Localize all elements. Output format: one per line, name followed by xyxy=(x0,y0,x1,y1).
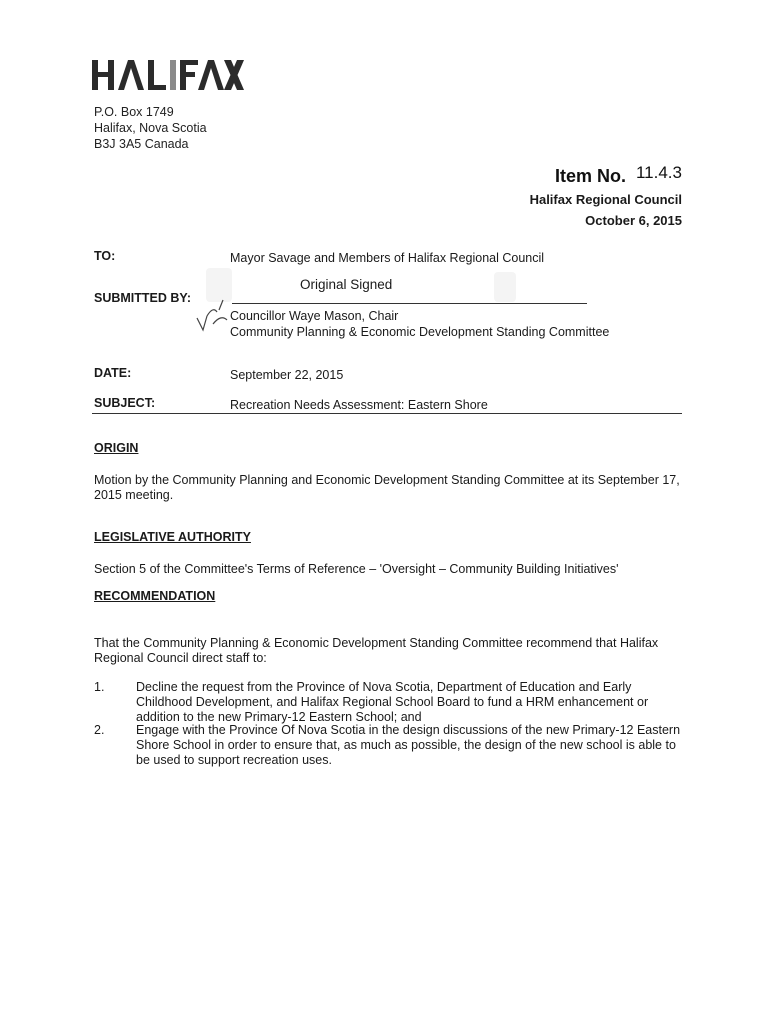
item-number-line xyxy=(530,163,682,187)
submitted-committee: Community Planning & Economic Development Standing Committee xyxy=(230,325,610,339)
submitted-by-label: SUBMITTED BY: xyxy=(94,291,191,305)
item-text: Decline the request from the Province of Nova Scotia, Department of Education and Early Childhood Development, and Halifax Regional School Board to fund a HRM enhancement or addition to the new Primary-12 Eastern School; and xyxy=(136,680,649,724)
address-line: P.O. Box 1749 xyxy=(94,105,174,119)
address-line: Halifax, Nova Scotia xyxy=(94,121,207,135)
scan-smudge xyxy=(494,272,516,302)
signature-line xyxy=(232,303,587,304)
item-block xyxy=(529,163,682,229)
meeting-date: October 6, 2015 xyxy=(585,213,682,228)
submitted-name: Councillor Waye Mason, Chair xyxy=(230,309,399,323)
item-index: 1. xyxy=(94,680,105,694)
header-divider xyxy=(92,413,682,414)
authority-text: Section 5 of the Committee's Terms of Reference – 'Oversight – Community Building Initiatives' xyxy=(94,562,619,576)
subject-value: Recreation Needs Assessment: Eastern Shore xyxy=(230,398,488,412)
halifax-logo xyxy=(92,58,244,94)
item-label: Item No. xyxy=(554,166,626,186)
to-value: Mayor Savage and Members of Halifax Regional Council xyxy=(230,251,545,265)
council-name: Halifax Regional Council xyxy=(529,192,682,207)
authority-heading: LEGISLATIVE AUTHORITY xyxy=(94,530,251,544)
origin-text: Motion by the Community Planning and Economic Development Standing Committee at its September 17, 2015 meeting. xyxy=(94,473,680,502)
to-label: TO: xyxy=(94,249,116,263)
origin-heading: ORIGIN xyxy=(94,441,139,455)
recommendation-heading: RECOMMENDATION xyxy=(94,589,216,603)
item-number: 11.4.3 xyxy=(635,163,682,182)
item-index: 2. xyxy=(94,723,105,737)
address-line: B3J 3A5 Canada xyxy=(94,137,189,151)
recommendation-intro: That the Community Planning & Economic Development Standing Committee recommend that Halifax Regional Council direct staff to: xyxy=(94,636,659,665)
subject-label: SUBJECT: xyxy=(94,396,156,410)
address-block xyxy=(94,104,207,152)
date-label: DATE: xyxy=(94,366,132,380)
item-text: Engage with the Province Of Nova Scotia in the design discussions of the new Primary-12 Eastern Shore School in order to ensure that, as much as possible, the design of the new school is able to be used to support recreation uses. xyxy=(136,723,681,767)
date-value: September 22, 2015 xyxy=(230,368,344,382)
signed-note: Original Signed xyxy=(300,277,393,292)
signature-mark xyxy=(193,296,235,342)
